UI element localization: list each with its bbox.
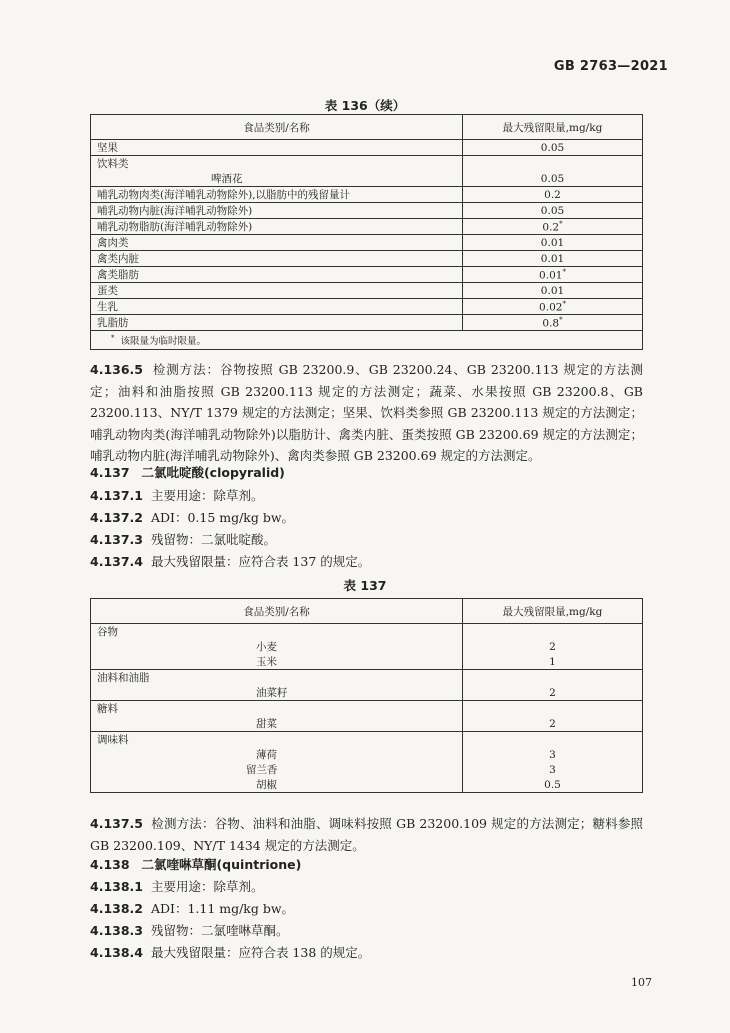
- row-limit: 0.01*: [463, 267, 643, 283]
- table-row: [91, 283, 643, 299]
- section-4-137-1: 4.137.1 主要用途：除草剂。: [90, 488, 264, 503]
- row-limit: 3: [463, 762, 643, 777]
- column-header-limit: 最大残留限量,mg/kg: [463, 115, 643, 140]
- row-name: 谷物: [91, 624, 463, 640]
- row-limit: 0.2*: [463, 219, 643, 235]
- table-header-row: [91, 599, 643, 624]
- table-row: [91, 701, 643, 717]
- section-4-138-4: 4.138.4 最大残留限量：应符合表 138 的规定。: [90, 945, 371, 960]
- footnote-mark: *: [562, 267, 566, 276]
- row-name: 蛋类: [91, 283, 463, 299]
- row-name: 哺乳动物肉类(海洋哺乳动物除外),以脂肪中的残留量计: [91, 187, 463, 203]
- row-limit: 1: [463, 654, 643, 670]
- row-limit: [463, 156, 643, 172]
- table-row: [91, 762, 643, 777]
- row-limit: 0.05: [463, 140, 643, 156]
- section-4-137-4: 4.137.4 最大残留限量：应符合表 137 的规定。: [90, 554, 371, 569]
- row-name: 油料和油脂: [91, 670, 463, 686]
- section-number: 4.136.5: [90, 362, 143, 377]
- table-row: [91, 624, 643, 640]
- table-row: [91, 716, 643, 732]
- section-4-138-heading: 4.138 二氯喹啉草酮(quintrione): [90, 857, 302, 872]
- row-limit: 0.01: [463, 283, 643, 299]
- row-name: 薄荷: [91, 747, 463, 762]
- table-row: [91, 140, 643, 156]
- row-limit: 0.02*: [463, 299, 643, 315]
- table-137: [90, 598, 643, 793]
- row-name: 乳脂肪: [91, 315, 463, 331]
- section-4-136-5: [90, 359, 643, 467]
- column-header-limit: 最大残留限量,mg/kg: [463, 599, 643, 624]
- row-name: 禽类内脏: [91, 251, 463, 267]
- table-137-title: 表 137: [343, 578, 387, 593]
- footnote-mark: *: [562, 299, 566, 308]
- row-limit: 0.05: [463, 171, 643, 187]
- footnote-mark: *: [559, 219, 563, 228]
- section-number: 4.137.5: [90, 816, 143, 831]
- row-name: 玉米: [91, 654, 463, 670]
- section-4-137-3: 4.137.3 残留物：二氯吡啶酸。: [90, 532, 276, 547]
- table-footnote: * 该限量为临时限量。: [91, 331, 643, 350]
- row-name: 饮料类: [91, 156, 463, 172]
- row-name: 甜菜: [91, 716, 463, 732]
- section-4-137-5: [90, 813, 643, 856]
- row-name: 小麦: [91, 639, 463, 654]
- footnote-mark: *: [559, 315, 563, 324]
- table-header-row: [91, 115, 643, 140]
- table-row: [91, 203, 643, 219]
- table-row: [91, 299, 643, 315]
- row-name: 哺乳动物脂肪(海洋哺乳动物除外): [91, 219, 463, 235]
- table-row: [91, 747, 643, 762]
- section-title: 二氯吡啶酸(clopyralid): [141, 465, 285, 480]
- section-title: 二氯喹啉草酮(quintrione): [141, 857, 302, 872]
- row-name: 啤酒花: [91, 171, 463, 187]
- table-136-title: 表 136（续）: [324, 98, 406, 113]
- row-limit: 0.8*: [463, 315, 643, 331]
- table-row: [91, 639, 643, 654]
- section-4-138-2: 4.138.2 ADI：1.11 mg/kg bw。: [90, 901, 295, 916]
- row-limit: [463, 670, 643, 686]
- section-text: 检测方法：谷物按照 GB 23200.9、GB 23200.24、GB 23200.113 规定的方法测定；油料和油脂按照 GB 23200.113 规定的方法测定；蔬菜、水果按照 GB 23200.8、GB 23200.113、NY/T 1379 规定的方法测定；坚果、饮料类参照 GB 23200.113 规定的方法测定；哺乳动物肉类(海洋哺乳动物除外)以脂肪计、禽类内脏、蛋类按照 GB 23200.69 规定的方法测定；哺乳动物内脏(海洋哺乳动物除外)、禽肉类参照 GB 23200.69 规定的方法测定。: [90, 362, 643, 463]
- row-limit: [463, 701, 643, 717]
- column-header-name: 食品类别/名称: [91, 115, 463, 140]
- row-name: 调味料: [91, 732, 463, 748]
- row-limit: 0.01: [463, 235, 643, 251]
- row-limit: [463, 624, 643, 640]
- row-limit: 2: [463, 716, 643, 732]
- section-4-138-3: 4.138.3 残留物：二氯喹啉草酮。: [90, 923, 289, 938]
- row-name: 禽类脂肪: [91, 267, 463, 283]
- row-name: 油菜籽: [91, 685, 463, 701]
- section-text: 检测方法：谷物、油料和油脂、调味料按照 GB 23200.109 规定的方法测定；糖料参照 GB 23200.109、NY/T 1434 规定的方法测定。: [90, 816, 643, 853]
- row-name: 哺乳动物内脏(海洋哺乳动物除外): [91, 203, 463, 219]
- table-row: [91, 732, 643, 748]
- row-name: 糖料: [91, 701, 463, 717]
- table-row: [91, 187, 643, 203]
- row-limit: [463, 732, 643, 748]
- table-row: [91, 156, 643, 172]
- table-136: [90, 114, 643, 350]
- table-footnote-row: [91, 331, 643, 350]
- table-row: [91, 654, 643, 670]
- row-name: 胡椒: [91, 777, 463, 793]
- section-4-137-2: 4.137.2 ADI：0.15 mg/kg bw。: [90, 510, 295, 525]
- table-row: [91, 315, 643, 331]
- page-number: 107: [631, 976, 652, 989]
- row-limit: 3: [463, 747, 643, 762]
- table-row: [91, 219, 643, 235]
- row-limit: 0.05: [463, 203, 643, 219]
- footnote-mark: *: [111, 333, 115, 342]
- row-limit: 0.5: [463, 777, 643, 793]
- row-name: 生乳: [91, 299, 463, 315]
- table-row: [91, 235, 643, 251]
- row-name: 留兰香: [91, 762, 463, 777]
- row-limit: 2: [463, 639, 643, 654]
- section-4-138-1: 4.138.1 主要用途：除草剂。: [90, 879, 264, 894]
- row-limit: 0.2: [463, 187, 643, 203]
- document-code: GB 2763—2021: [553, 59, 668, 74]
- table-row: [91, 251, 643, 267]
- table-row: [91, 777, 643, 793]
- column-header-name: 食品类别/名称: [91, 599, 463, 624]
- table-row: [91, 670, 643, 686]
- row-limit: 0.01: [463, 251, 643, 267]
- row-limit: 2: [463, 685, 643, 701]
- table-row: [91, 267, 643, 283]
- table-row: [91, 171, 643, 187]
- row-name: 坚果: [91, 140, 463, 156]
- table-row: [91, 685, 643, 701]
- row-name: 禽肉类: [91, 235, 463, 251]
- section-4-137-heading: 4.137 二氯吡啶酸(clopyralid): [90, 465, 285, 480]
